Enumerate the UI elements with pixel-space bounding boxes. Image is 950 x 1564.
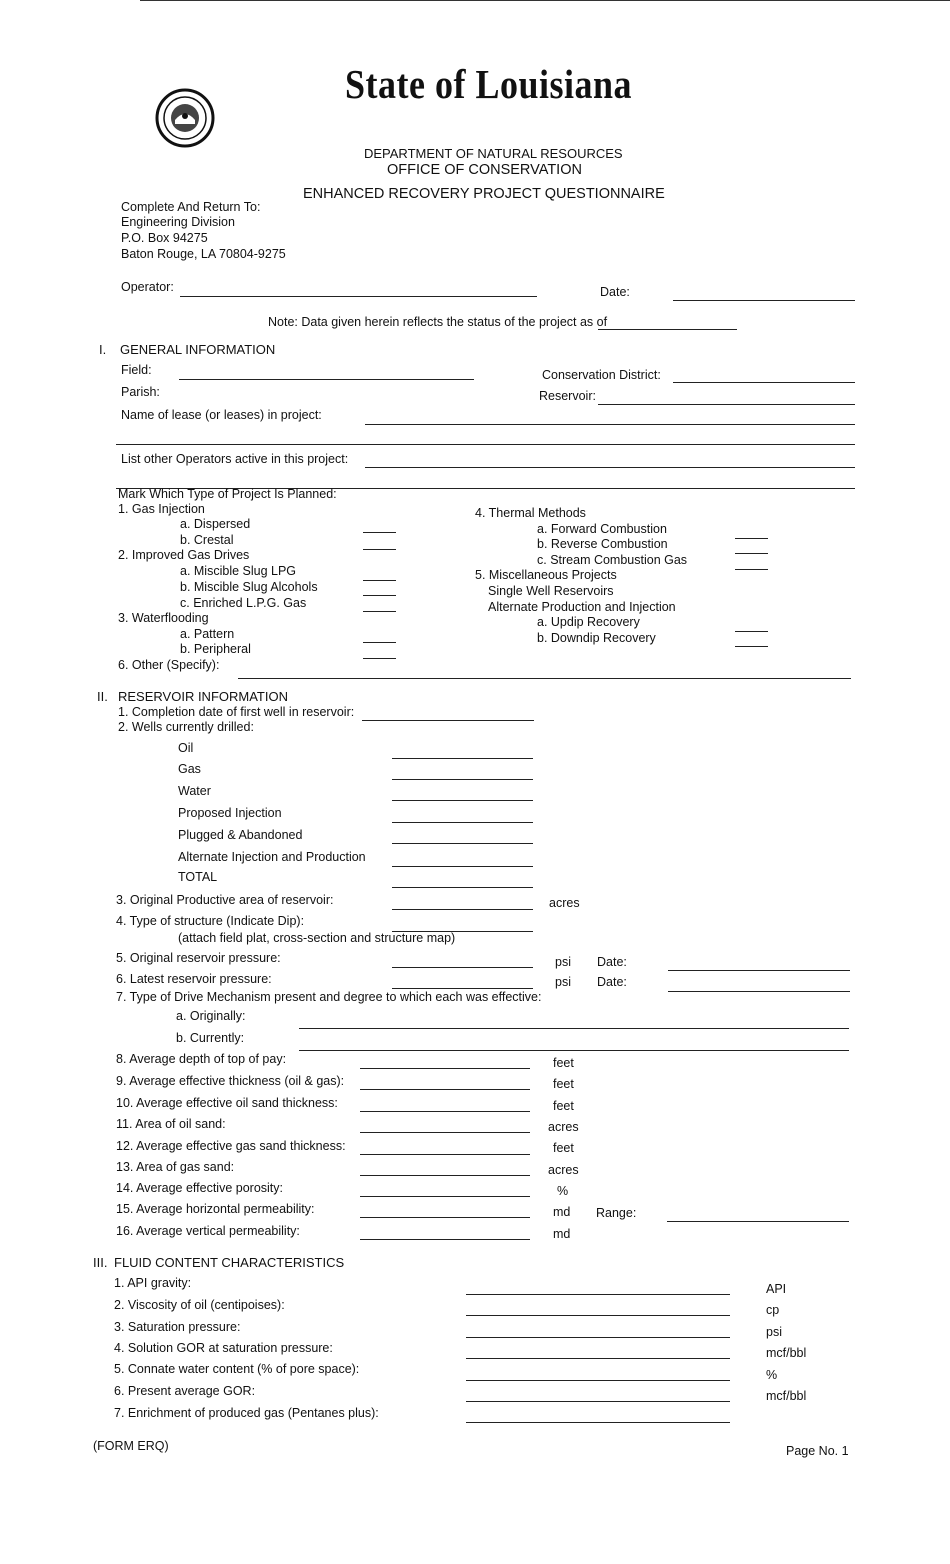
- oil-sand-area-unit: acres: [548, 1120, 579, 1134]
- status-date-field[interactable]: [598, 329, 737, 330]
- reverse-combustion-label: b. Reverse Combustion: [537, 537, 668, 551]
- saturation-pressure-input[interactable]: [466, 1337, 730, 1338]
- viscosity-unit: cp: [766, 1303, 780, 1317]
- currently-label: b. Currently:: [176, 1031, 245, 1045]
- avg-thickness-input[interactable]: [360, 1089, 530, 1090]
- original-pressure-input[interactable]: [392, 967, 533, 968]
- other-specify-label: 6. Other (Specify):: [118, 658, 220, 672]
- enrichment-label: 7. Enrichment of produced gas (Pentanes plus):: [114, 1406, 379, 1420]
- section-3-numeral: III.: [93, 1255, 108, 1270]
- crestal-checkline[interactable]: [363, 549, 396, 550]
- latest-pressure-unit: psi: [555, 975, 571, 989]
- gas-sand-thickness-input[interactable]: [360, 1154, 530, 1155]
- dispersed-checkline[interactable]: [363, 532, 396, 533]
- misc-projects-label: 5. Miscellaneous Projects: [475, 568, 617, 582]
- section-3-title: FLUID CONTENT CHARACTERISTICS: [114, 1255, 345, 1270]
- oil-sand-area-label: 11. Area of oil sand:: [116, 1117, 226, 1131]
- avg-depth-unit: feet: [553, 1056, 574, 1070]
- vertical-permeability-input[interactable]: [360, 1239, 530, 1240]
- present-gor-label: 6. Present average GOR:: [114, 1384, 256, 1398]
- porosity-input[interactable]: [360, 1196, 530, 1197]
- range-input[interactable]: [667, 1221, 849, 1222]
- wells-alternate-label: Alternate Injection and Production: [178, 850, 366, 864]
- lease-label: Name of lease (or leases) in project:: [121, 408, 322, 422]
- originally-input[interactable]: [299, 1028, 849, 1029]
- single-well-label: Single Well Reservoirs: [488, 584, 614, 598]
- connate-water-input[interactable]: [466, 1380, 730, 1381]
- gas-sand-thickness-unit: feet: [553, 1141, 574, 1155]
- original-pressure-date-label: Date:: [597, 955, 627, 969]
- avg-depth-input[interactable]: [360, 1068, 530, 1069]
- oil-sand-thickness-input[interactable]: [360, 1111, 530, 1112]
- forward-combustion-checkline[interactable]: [735, 538, 768, 539]
- page-number: Page No. 1: [786, 1444, 849, 1458]
- present-gor-input[interactable]: [466, 1401, 730, 1402]
- gas-sand-area-label: 13. Area of gas sand:: [116, 1160, 235, 1174]
- updip-recovery-label: a. Updip Recovery: [537, 615, 640, 629]
- completion-date-input[interactable]: [362, 720, 534, 721]
- reservoir-input[interactable]: [598, 404, 855, 405]
- downdip-recovery-label: b. Downdip Recovery: [537, 631, 656, 645]
- wells-oil-label: Oil: [178, 741, 194, 755]
- field-label: Field:: [121, 363, 152, 377]
- wells-total-label: TOTAL: [178, 870, 218, 884]
- gas-injection-label: 1. Gas Injection: [118, 502, 205, 516]
- enrichment-input[interactable]: [466, 1422, 730, 1423]
- wells-plugged-input[interactable]: [392, 843, 533, 844]
- conservation-district-input[interactable]: [673, 382, 855, 383]
- drive-mechanism-label: 7. Type of Drive Mechanism present and degree to which each was effective:: [116, 990, 542, 1004]
- original-pressure-unit: psi: [555, 955, 571, 969]
- pattern-label: a. Pattern: [180, 627, 235, 641]
- reservoir-label: Reservoir:: [539, 389, 596, 403]
- api-gravity-label: 1. API gravity:: [114, 1276, 192, 1290]
- enriched-lpg-label: c. Enriched L.P.G. Gas: [180, 596, 307, 610]
- status-note: Note: Data given herein reflects the status of the project as of: [268, 315, 608, 329]
- operator-label: Operator:: [121, 280, 174, 294]
- wells-total-input[interactable]: [392, 887, 533, 888]
- horizontal-permeability-input[interactable]: [360, 1217, 530, 1218]
- wells-proposed-injection-label: Proposed Injection: [178, 806, 282, 820]
- field-input[interactable]: [179, 379, 474, 380]
- productive-area-input[interactable]: [392, 909, 533, 910]
- structure-note: (attach field plat, cross-section and structure map): [178, 931, 456, 945]
- return-address-line-4: Baton Rouge, LA 70804-9275: [121, 247, 286, 261]
- stream-combustion-label: c. Stream Combustion Gas: [537, 553, 688, 567]
- lease-input-1[interactable]: [365, 424, 855, 425]
- other-operators-label: List other Operators active in this project:: [121, 452, 349, 466]
- avg-thickness-label: 9. Average effective thickness (oil & gas):: [116, 1074, 345, 1088]
- section-1-numeral: I.: [99, 342, 107, 357]
- section-2-numeral: II.: [97, 689, 108, 704]
- downdip-recovery-checkline[interactable]: [735, 646, 768, 647]
- avg-thickness-unit: feet: [553, 1077, 574, 1091]
- date-field[interactable]: [673, 300, 855, 301]
- improved-gas-label: 2. Improved Gas Drives: [118, 548, 250, 562]
- section-2-title: RESERVOIR INFORMATION: [118, 689, 288, 704]
- updip-recovery-checkline[interactable]: [735, 631, 768, 632]
- lease-input-2[interactable]: [116, 444, 855, 445]
- return-address-line-1: Complete And Return To:: [121, 200, 261, 214]
- dispersed-label: a. Dispersed: [180, 517, 251, 531]
- horizontal-permeability-label: 15. Average horizontal permeability:: [116, 1202, 315, 1216]
- miscible-alcohols-label: b. Miscible Slug Alcohols: [180, 580, 318, 594]
- forward-combustion-label: a. Forward Combustion: [537, 522, 667, 536]
- oil-sand-area-input[interactable]: [360, 1132, 530, 1133]
- vertical-permeability-label: 16. Average vertical permeability:: [116, 1224, 300, 1238]
- productive-area-label: 3. Original Productive area of reservoir:: [116, 893, 334, 907]
- pattern-checkline[interactable]: [363, 642, 396, 643]
- original-pressure-date-input[interactable]: [668, 970, 850, 971]
- wells-oil-input[interactable]: [392, 758, 533, 759]
- connate-water-unit: %: [766, 1368, 778, 1382]
- conservation-district-label: Conservation District:: [542, 368, 661, 382]
- peripheral-checkline[interactable]: [363, 658, 396, 659]
- peripheral-label: b. Peripheral: [180, 642, 251, 656]
- viscosity-label: 2. Viscosity of oil (centipoises):: [114, 1298, 285, 1312]
- wells-alternate-input[interactable]: [392, 866, 533, 867]
- wells-plugged-label: Plugged & Abandoned: [178, 828, 303, 842]
- oil-sand-thickness-unit: feet: [553, 1099, 574, 1113]
- latest-pressure-date-input[interactable]: [668, 991, 850, 992]
- horizontal-permeability-unit: md: [553, 1205, 571, 1219]
- viscosity-input[interactable]: [466, 1315, 730, 1316]
- return-address-line-3: P.O. Box 94275: [121, 231, 208, 245]
- oil-sand-thickness-label: 10. Average effective oil sand thickness:: [116, 1096, 338, 1110]
- miscible-lpg-checkline[interactable]: [363, 580, 396, 581]
- miscible-alcohols-checkline[interactable]: [363, 595, 396, 596]
- present-gor-unit: mcf/bbl: [766, 1389, 807, 1403]
- stream-combustion-checkline[interactable]: [735, 569, 768, 570]
- alternate-production-label: Alternate Production and Injection: [488, 600, 676, 614]
- api-gravity-input[interactable]: [466, 1294, 730, 1295]
- date-label: Date:: [600, 285, 630, 299]
- avg-depth-label: 8. Average depth of top of pay:: [116, 1052, 287, 1066]
- wells-proposed-injection-input[interactable]: [392, 822, 533, 823]
- form-title: ENHANCED RECOVERY PROJECT QUESTIONNAIRE: [303, 186, 665, 202]
- reverse-combustion-checkline[interactable]: [735, 553, 768, 554]
- currently-input[interactable]: [299, 1050, 849, 1051]
- latest-pressure-input[interactable]: [392, 988, 533, 989]
- wells-drilled-label: 2. Wells currently drilled:: [118, 720, 254, 734]
- gas-sand-area-input[interactable]: [360, 1175, 530, 1176]
- porosity-unit: %: [557, 1184, 569, 1198]
- range-label: Range:: [596, 1206, 637, 1220]
- enriched-lpg-checkline[interactable]: [363, 611, 396, 612]
- other-operators-input-1[interactable]: [365, 467, 855, 468]
- department-name: DEPARTMENT OF NATURAL RESOURCES: [364, 146, 623, 161]
- structure-type-label: 4. Type of structure (Indicate Dip):: [116, 914, 305, 928]
- crestal-label: b. Crestal: [180, 533, 234, 547]
- completion-date-label: 1. Completion date of first well in reservoir:: [118, 705, 355, 719]
- productive-area-unit: acres: [549, 896, 580, 910]
- solution-gor-unit: mcf/bbl: [766, 1346, 807, 1360]
- originally-label: a. Originally:: [176, 1009, 246, 1023]
- section-1-title: GENERAL INFORMATION: [120, 342, 276, 357]
- state-title: State of Louisiana: [345, 61, 633, 107]
- operator-field[interactable]: [180, 296, 537, 297]
- return-address-line-2: Engineering Division: [121, 215, 235, 229]
- top-border: [140, 0, 950, 1]
- project-type-label: Mark Which Type of Project Is Planned:: [118, 487, 337, 501]
- saturation-pressure-label: 3. Saturation pressure:: [114, 1320, 241, 1334]
- wells-water-label: Water: [178, 784, 211, 798]
- state-seal-icon: [155, 88, 215, 148]
- original-pressure-label: 5. Original reservoir pressure:: [116, 951, 281, 965]
- other-specify-input[interactable]: [238, 678, 851, 679]
- gas-sand-thickness-label: 12. Average effective gas sand thickness:: [116, 1139, 346, 1153]
- api-gravity-unit: API: [766, 1282, 787, 1296]
- wells-water-input[interactable]: [392, 800, 533, 801]
- office-name: OFFICE OF CONSERVATION: [387, 162, 582, 178]
- latest-pressure-label: 6. Latest reservoir pressure:: [116, 972, 272, 986]
- solution-gor-label: 4. Solution GOR at saturation pressure:: [114, 1341, 333, 1355]
- parish-label: Parish:: [121, 385, 160, 399]
- solution-gor-input[interactable]: [466, 1358, 730, 1359]
- saturation-pressure-unit: psi: [766, 1325, 782, 1339]
- thermal-methods-label: 4. Thermal Methods: [475, 506, 586, 520]
- porosity-label: 14. Average effective porosity:: [116, 1181, 284, 1195]
- waterflooding-label: 3. Waterflooding: [118, 611, 209, 625]
- wells-gas-label: Gas: [178, 762, 201, 776]
- wells-gas-input[interactable]: [392, 779, 533, 780]
- connate-water-label: 5. Connate water content (% of pore space):: [114, 1362, 360, 1376]
- gas-sand-area-unit: acres: [548, 1163, 579, 1177]
- miscible-lpg-label: a. Miscible Slug LPG: [180, 564, 297, 578]
- latest-pressure-date-label: Date:: [597, 975, 627, 989]
- vertical-permeability-unit: md: [553, 1227, 571, 1241]
- form-code: (FORM ERQ): [93, 1439, 169, 1453]
